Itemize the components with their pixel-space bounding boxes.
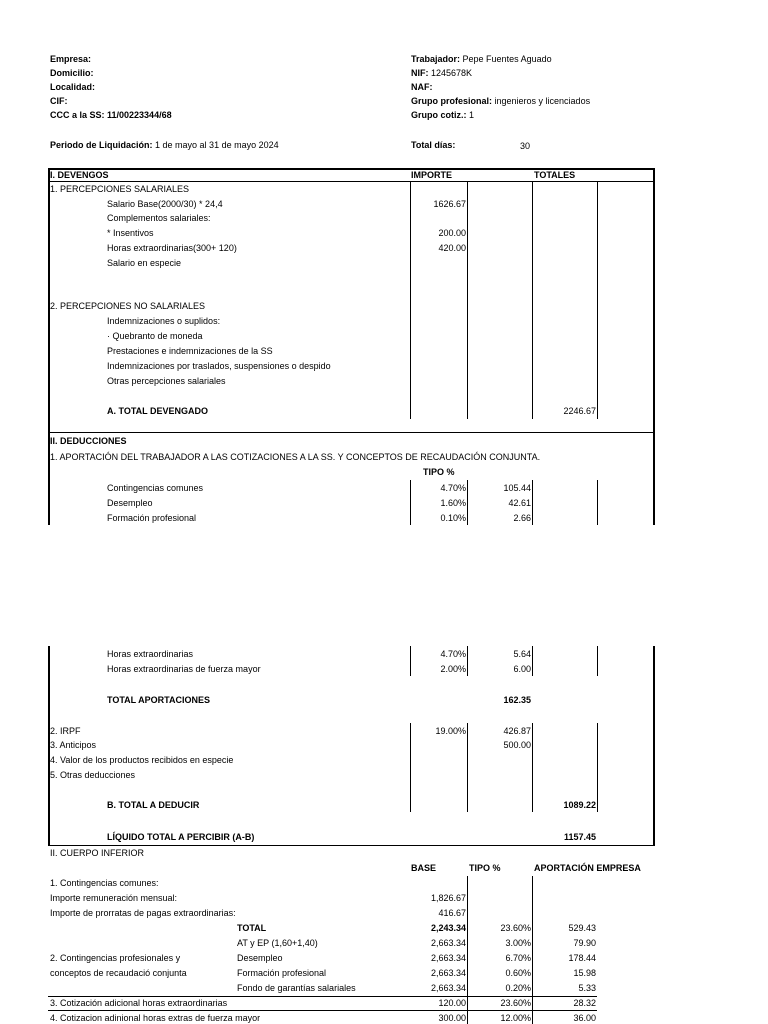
liquido-value: 1157.45 [563,832,596,842]
col2-line-4b [597,723,598,812]
horas-extra-label: Horas extraordinarias(300+ 120) [107,243,237,253]
desempleo-tipo: 1.60% [440,498,466,508]
horas-extra-ded-tipo: 4.70% [440,649,466,659]
total-devengado-label: A. TOTAL DEVENGADO [107,406,209,416]
otras-percepciones-label: Otras percepciones salariales [107,376,226,386]
horas-fuerza-mayor-label: Horas extraordinarias de fuerza mayor [107,664,261,674]
cc-label: 1. Contingencias comunes: [50,878,159,888]
especie-label: 4. Valor de los productos recibidos en especie [50,755,234,765]
col-line-8 [597,480,598,525]
fp-emp-base: 2,663.34 [430,968,466,978]
remuneracion-value: 1,826.67 [430,893,466,903]
grupo-profesional-label: Grupo profesional: [411,96,492,106]
desempleo-emp-aport: 178.44 [568,953,596,963]
domicilio-label: Domicilio: [50,68,94,78]
col-line-4 [597,182,598,419]
total-dias-value: 30 [520,141,531,151]
remuneracion-label: Importe remuneración mensual: [50,893,178,903]
base-header: BASE [411,863,437,873]
aportacion-empresa-header: APORTACIÓN EMPRESA [534,863,641,873]
importe-header: IMPORTE [411,170,453,180]
nif-row [411,68,472,79]
at-ep-label: AT y EP (1,60+1,40) [237,938,318,948]
total-inferior-tipo: 23.60% [500,923,531,933]
total-aportaciones-label: TOTAL APORTACIONES [107,695,211,705]
irpf-tipo: 19.00% [435,726,466,736]
grupo-profesional-value: ingenieros y licenciados [494,96,591,106]
fogasa-base: 2,663.34 [430,983,466,993]
desempleo-emp-base: 2,663.34 [430,953,466,963]
horas-extra-adicional-tipo: 23.60% [500,998,531,1008]
horas-fuerza-mayor-tipo: 2.00% [440,664,466,674]
grupo-cotiz-row [411,110,474,121]
horas-extra-value: 420.00 [438,243,466,253]
fogasa-tipo: 0.20% [505,983,531,993]
total-deducir-value: 1089.22 [563,800,596,810]
fp-emp-label: Formación profesional [237,968,327,978]
formacion-profesional-tipo: 0.10% [440,513,466,523]
anticipos-value: 500.00 [503,740,531,750]
total-inferior-aport: 529.43 [568,923,596,933]
deducciones-title: II. DEDUCCIONES [50,436,127,446]
tipo-header-inferior: TIPO % [469,863,501,873]
liquido-label: LÍQUIDO TOTAL A PERCIBIR (A-B) [107,832,255,842]
col-line-7 [532,480,533,525]
col2-line-4a [597,646,598,676]
devengos-title: I. DEVENGOS [50,170,109,180]
indemn-suplidos-label: Indemnizaciones o suplidos: [107,316,221,326]
hefm-top-line [48,1010,597,1011]
devengos-header-line [48,181,655,182]
totales-header: TOTALES [534,170,576,180]
aportacion-trabajador-label: 1. APORTACIÓN DEL TRABAJADOR A LAS COTIZACIONES A LA SS. Y CONCEPTOS DE RECAUDACIÓN CONJUNTA. [50,452,541,462]
fp-emp-aport: 15.98 [573,968,596,978]
desempleo-emp-label: Desempleo [237,953,283,963]
fogasa-aport: 5.33 [578,983,596,993]
grupo-cotiz-value: 1 [469,110,475,120]
table2-right-border [653,646,655,846]
horas-fuerza-mayor-adicional-tipo: 12.00% [500,1013,531,1023]
periodo-value: 1 de mayo al 31 de mayo 2024 [155,140,279,150]
cp-label-line2: conceptos de recaudació conjunta [50,968,187,978]
anticipos-label: 3. Anticipos [50,740,97,750]
incentivos-value: 200.00 [438,228,466,238]
prorrata-label: Importe de prorratas de pagas extraordinarias: [50,908,236,918]
fogasa-label: Fondo de garantías salariales [237,983,356,993]
otras-deducciones-label: 5. Otras deducciones [50,770,136,780]
localidad-label: Localidad: [50,82,96,92]
table-right-border [653,168,655,525]
horas-fuerza-mayor-importe: 6.00 [513,664,531,674]
horas-extra-adicional-base: 120.00 [438,998,466,1008]
he-top-line [48,996,597,997]
grupo-profesional-row [411,96,590,107]
contingencias-comunes-label: Contingencias comunes [107,483,204,493]
irpf-label: 2. IRPF [50,726,81,736]
cp-label-line1: 2. Contingencias profesionales y [50,953,181,963]
col2-line-3a [532,646,533,676]
col-line-2 [467,182,468,419]
ccc-label: CCC a la SS: 11/00223344/68 [50,110,172,120]
percepciones-salariales: 1. PERCEPCIONES SALARIALES [50,184,190,194]
empresa-label: Empresa: [50,54,92,64]
at-ep-aport: 79.90 [573,938,596,948]
total-inferior-label: TOTAL [237,923,267,933]
contingencias-comunes-importe: 105.44 [503,483,531,493]
prorrata-value: 416.67 [438,908,466,918]
deducciones-divider [48,432,655,433]
nif-label: NIF: [411,68,429,78]
table2-bottom-border [48,845,655,846]
horas-fuerza-mayor-adicional-label: 4. Cotizacion adinional horas extras de fuerza mayor [50,1013,261,1023]
total-dias-label: Total días: [411,140,456,150]
formacion-profesional-label: Formación profesional [107,513,197,523]
horas-extra-adicional-aport: 28.32 [573,998,596,1008]
complementos-label: Complementos salariales: [107,213,211,223]
naf-label: NAF: [411,82,433,92]
percepciones-no-salariales: 2. PERCEPCIONES NO SALARIALES [50,301,206,311]
grupo-cotiz-label: Grupo cotiz.: [411,110,467,120]
horas-fuerza-mayor-adicional-aport: 36.00 [573,1013,596,1023]
quebranto-label: · Quebranto de moneda [107,331,203,341]
desempleo-emp-tipo: 6.70% [505,953,531,963]
salario-base-label: Salario Base(2000/30) * 24,4 [107,199,223,209]
irpf-value: 426.87 [503,726,531,736]
horas-fuerza-mayor-adicional-base: 300.00 [438,1013,466,1023]
trabajador-value: Pepe Fuentes Aguado [462,54,552,64]
nif-value: 1245678K [431,68,473,78]
total-deducir-label: B. TOTAL A DEDUCIR [107,800,200,810]
desempleo-importe: 42.61 [508,498,531,508]
total-aportaciones-value: 162.35 [503,695,531,705]
periodo-label: Periodo de Liquidación: [50,140,153,150]
cuerpo-inferior-title: II. CUERPO INFERIOR [50,848,145,858]
at-ep-tipo: 3.00% [505,938,531,948]
trabajador-row [411,54,552,65]
incentivos-label: * Insentivos [107,228,154,238]
horas-extra-ded-importe: 5.64 [513,649,531,659]
contingencias-comunes-tipo: 4.70% [440,483,466,493]
total-devengado-value: 2246.67 [563,406,596,416]
tipo-header: TIPO % [423,467,455,477]
indemn-traslados-label: Indemnizaciones por traslados, suspensiones o despido [107,361,331,371]
col2-line-3b [532,723,533,812]
total-inferior-base: 2,243.34 [430,923,466,933]
formacion-profesional-importe: 2.66 [513,513,531,523]
salario-especie-label: Salario en especie [107,258,182,268]
salario-base-value: 1626.67 [433,199,466,209]
horas-extra-adicional-label: 3. Cotización adicional horas extraordinarias [50,998,228,1008]
fp-emp-tipo: 0.60% [505,968,531,978]
col-line-1 [410,182,411,419]
desempleo-label: Desempleo [107,498,153,508]
table-left-border [48,168,50,525]
periodo-row [50,140,279,151]
prestaciones-label: Prestaciones e indemnizaciones de la SS [107,346,273,356]
col-line-3 [532,182,533,419]
horas-extra-ded-label: Horas extraordinarias [107,649,194,659]
cif-label: CIF: [50,96,68,106]
trabajador-label: Trabajador: [411,54,461,64]
at-ep-base: 2,663.34 [430,938,466,948]
